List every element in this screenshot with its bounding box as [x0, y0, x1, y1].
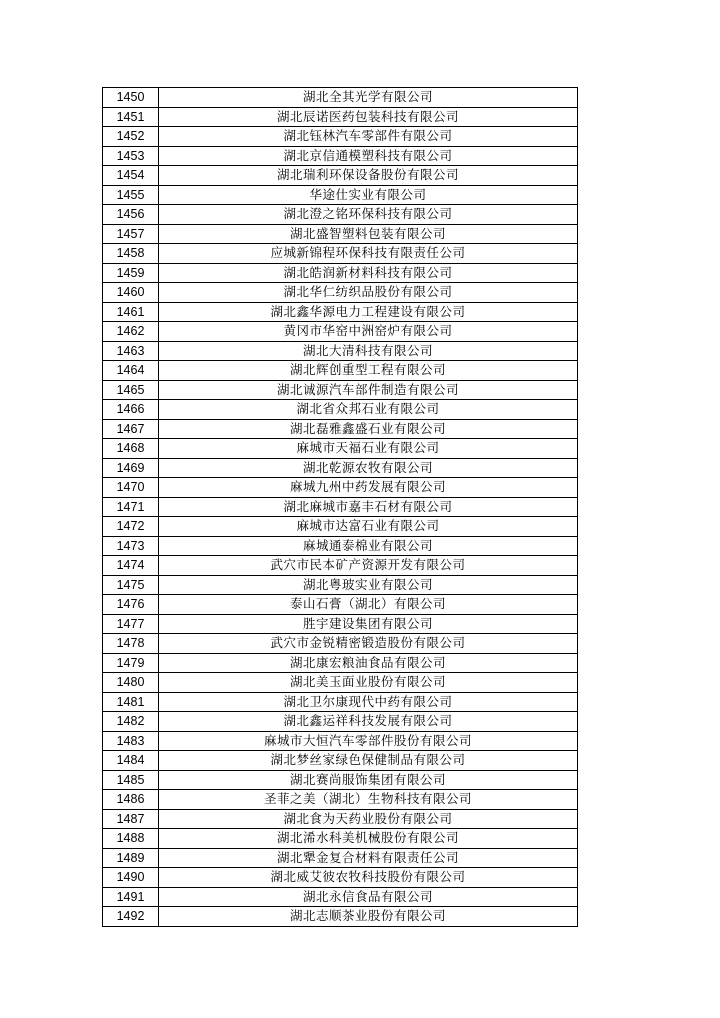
company-name: 湖北鑫华源电力工程建设有限公司	[159, 302, 578, 322]
company-name: 湖北华仁纺织品股份有限公司	[159, 283, 578, 303]
row-number: 1470	[103, 478, 159, 498]
row-number: 1486	[103, 790, 159, 810]
company-name: 湖北辉创重型工程有限公司	[159, 361, 578, 381]
row-number: 1473	[103, 536, 159, 556]
row-number: 1455	[103, 185, 159, 205]
company-name: 湖北康宏粮油食品有限公司	[159, 653, 578, 673]
table-row	[103, 107, 578, 127]
table-row	[103, 263, 578, 283]
row-number: 1452	[103, 127, 159, 147]
company-name: 华途仕实业有限公司	[159, 185, 578, 205]
row-number: 1465	[103, 380, 159, 400]
row-number: 1490	[103, 868, 159, 888]
table-row	[103, 848, 578, 868]
row-number: 1464	[103, 361, 159, 381]
row-number: 1458	[103, 244, 159, 264]
company-name: 武穴市金锐精密锻造股份有限公司	[159, 634, 578, 654]
table-row	[103, 751, 578, 771]
row-number: 1485	[103, 770, 159, 790]
row-number: 1450	[103, 88, 159, 108]
table-row	[103, 205, 578, 225]
row-number: 1463	[103, 341, 159, 361]
row-number: 1477	[103, 614, 159, 634]
table-row	[103, 400, 578, 420]
company-name: 泰山石膏（湖北）有限公司	[159, 595, 578, 615]
table-row	[103, 185, 578, 205]
company-name: 圣菲之美（湖北）生物科技有限公司	[159, 790, 578, 810]
table-row	[103, 224, 578, 244]
row-number: 1474	[103, 556, 159, 576]
company-name: 湖北磊雅鑫盛石业有限公司	[159, 419, 578, 439]
row-number: 1479	[103, 653, 159, 673]
table-row	[103, 673, 578, 693]
table-row	[103, 88, 578, 108]
row-number: 1489	[103, 848, 159, 868]
table-row	[103, 868, 578, 888]
table-row	[103, 614, 578, 634]
table-row	[103, 283, 578, 303]
company-name: 湖北卫尔康现代中药有限公司	[159, 692, 578, 712]
table-row	[103, 497, 578, 517]
row-number: 1472	[103, 517, 159, 537]
table-row	[103, 380, 578, 400]
row-number: 1466	[103, 400, 159, 420]
company-name: 湖北志顺茶业股份有限公司	[159, 907, 578, 927]
company-name: 湖北犟金复合材料有限责任公司	[159, 848, 578, 868]
company-name: 武穴市民本矿产资源开发有限公司	[159, 556, 578, 576]
company-name: 湖北食为天药业股份有限公司	[159, 809, 578, 829]
table-row	[103, 809, 578, 829]
company-name: 湖北盛智塑料包装有限公司	[159, 224, 578, 244]
company-name: 湖北鑫运祥科技发展有限公司	[159, 712, 578, 732]
row-number: 1451	[103, 107, 159, 127]
table-row	[103, 887, 578, 907]
company-name: 湖北诚源汽车部件制造有限公司	[159, 380, 578, 400]
company-name: 麻城市天福石业有限公司	[159, 439, 578, 459]
company-name: 湖北瑞利环保设备股份有限公司	[159, 166, 578, 186]
table-row	[103, 556, 578, 576]
table-row	[103, 829, 578, 849]
company-name: 湖北梦丝家绿色保健制品有限公司	[159, 751, 578, 771]
table-row	[103, 439, 578, 459]
row-number: 1476	[103, 595, 159, 615]
row-number: 1454	[103, 166, 159, 186]
row-number: 1462	[103, 322, 159, 342]
row-number: 1459	[103, 263, 159, 283]
table-row	[103, 692, 578, 712]
row-number: 1468	[103, 439, 159, 459]
row-number: 1480	[103, 673, 159, 693]
company-name: 湖北永信食品有限公司	[159, 887, 578, 907]
company-name: 湖北粤玻实业有限公司	[159, 575, 578, 595]
table-row	[103, 712, 578, 732]
table-row	[103, 517, 578, 537]
company-name: 湖北全其光学有限公司	[159, 88, 578, 108]
company-list-body	[103, 88, 578, 927]
table-row	[103, 478, 578, 498]
company-name: 湖北威艾彼农牧科技股份有限公司	[159, 868, 578, 888]
row-number: 1483	[103, 731, 159, 751]
row-number: 1484	[103, 751, 159, 771]
table-row	[103, 731, 578, 751]
company-name: 应城新锦程环保科技有限责任公司	[159, 244, 578, 264]
table-row	[103, 302, 578, 322]
company-name: 黄冈市华窑中洲窑炉有限公司	[159, 322, 578, 342]
table-row	[103, 322, 578, 342]
table-row	[103, 790, 578, 810]
row-number: 1453	[103, 146, 159, 166]
row-number: 1467	[103, 419, 159, 439]
table-row	[103, 361, 578, 381]
row-number: 1469	[103, 458, 159, 478]
row-number: 1475	[103, 575, 159, 595]
company-name: 湖北麻城市嘉丰石材有限公司	[159, 497, 578, 517]
company-name: 麻城市达富石业有限公司	[159, 517, 578, 537]
table-row	[103, 146, 578, 166]
table-row	[103, 907, 578, 927]
row-number: 1457	[103, 224, 159, 244]
row-number: 1491	[103, 887, 159, 907]
row-number: 1460	[103, 283, 159, 303]
row-number: 1492	[103, 907, 159, 927]
company-name: 湖北辰诺医药包装科技有限公司	[159, 107, 578, 127]
row-number: 1478	[103, 634, 159, 654]
company-name: 麻城市大恒汽车零部件股份有限公司	[159, 731, 578, 751]
company-name: 麻城通泰棉业有限公司	[159, 536, 578, 556]
table-row	[103, 536, 578, 556]
table-row	[103, 634, 578, 654]
company-name: 湖北美玉面业股份有限公司	[159, 673, 578, 693]
company-name: 胜宇建设集团有限公司	[159, 614, 578, 634]
company-name: 湖北京信通模塑科技有限公司	[159, 146, 578, 166]
table-row	[103, 127, 578, 147]
row-number: 1471	[103, 497, 159, 517]
table-row	[103, 166, 578, 186]
company-name: 湖北省众邦石业有限公司	[159, 400, 578, 420]
row-number: 1482	[103, 712, 159, 732]
company-name: 湖北大清科技有限公司	[159, 341, 578, 361]
company-name: 湖北乾源农牧有限公司	[159, 458, 578, 478]
table-row	[103, 653, 578, 673]
table-row	[103, 575, 578, 595]
table-row	[103, 770, 578, 790]
row-number: 1456	[103, 205, 159, 225]
table-row	[103, 595, 578, 615]
row-number: 1461	[103, 302, 159, 322]
table-row	[103, 341, 578, 361]
row-number: 1488	[103, 829, 159, 849]
company-name: 湖北浠水科美机械股份有限公司	[159, 829, 578, 849]
row-number: 1481	[103, 692, 159, 712]
company-name: 湖北赛尚服饰集团有限公司	[159, 770, 578, 790]
company-name: 湖北澄之铭环保科技有限公司	[159, 205, 578, 225]
company-list-table	[102, 87, 578, 927]
company-name: 麻城九州中药发展有限公司	[159, 478, 578, 498]
table-row	[103, 458, 578, 478]
table-row	[103, 244, 578, 264]
company-name: 湖北钰林汽车零部件有限公司	[159, 127, 578, 147]
row-number: 1487	[103, 809, 159, 829]
table-row	[103, 419, 578, 439]
company-name: 湖北皓润新材料科技有限公司	[159, 263, 578, 283]
